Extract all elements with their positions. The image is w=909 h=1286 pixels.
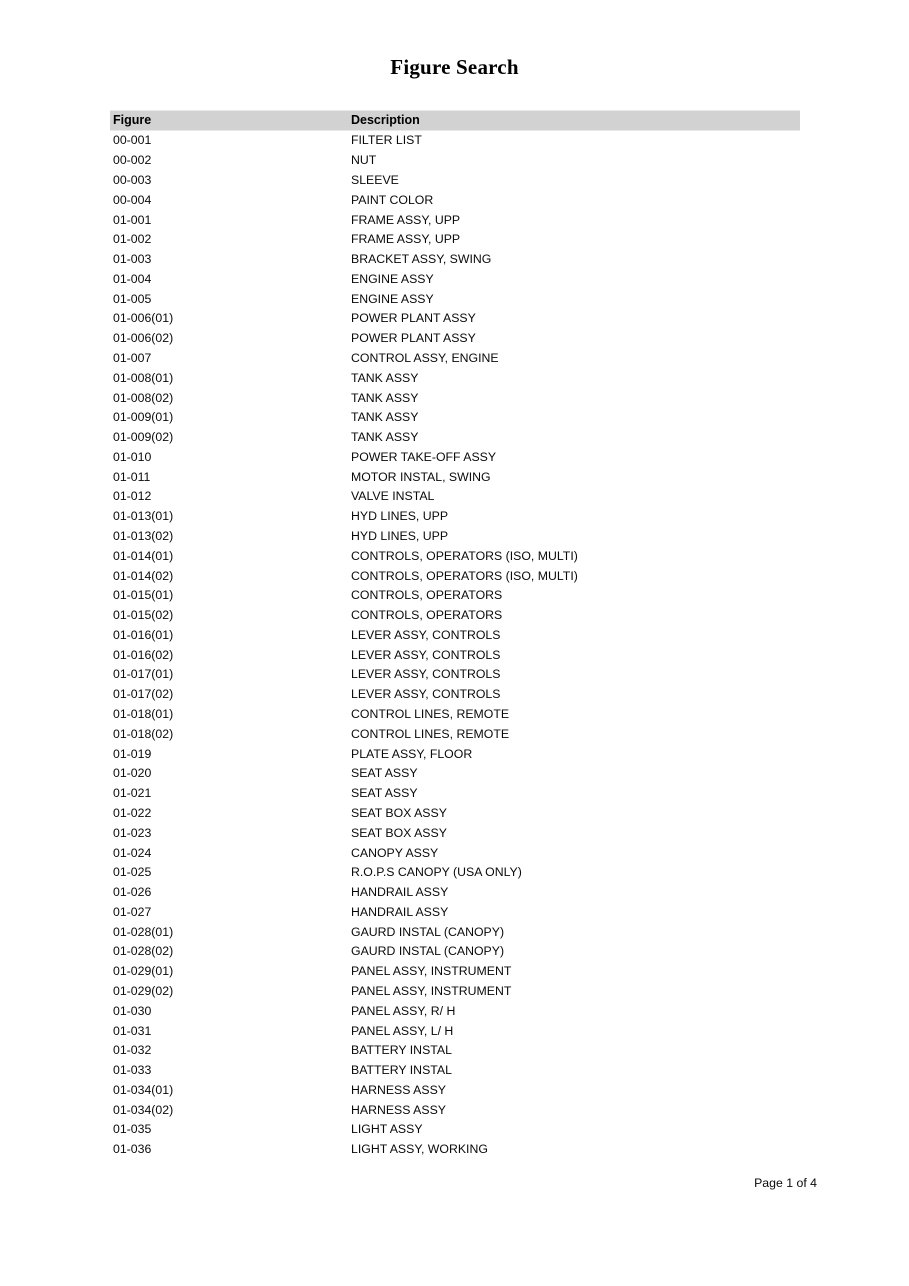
page-number-footer: Page 1 of 4 [754,1176,817,1190]
table-row [110,1120,800,1140]
table-row [110,705,800,725]
table-row [110,645,800,665]
cell-description: CONTROL LINES, REMOTE [351,707,510,722]
table-row [110,962,800,982]
cell-description: LIGHT ASSY [351,1122,423,1137]
table-row [110,151,800,171]
cell-figure: 01-028(02) [113,944,174,959]
cell-description: BRACKET ASSY, SWING [351,252,492,267]
cell-figure: 01-013(02) [113,529,174,544]
cell-description: LEVER ASSY, CONTROLS [351,647,501,662]
table-row [110,467,800,487]
table-row [110,428,800,448]
table-row [110,487,800,507]
cell-figure: 01-022 [113,805,152,820]
cell-figure: 01-013(01) [113,509,174,524]
cell-figure: 01-012 [113,489,152,504]
cell-description: FILTER LIST [351,133,422,148]
cell-figure: 01-021 [113,786,152,801]
cell-description: PANEL ASSY, INSTRUMENT [351,983,512,998]
table-row [110,843,800,863]
cell-figure: 01-006(01) [113,311,174,326]
cell-description: SEAT BOX ASSY [351,825,447,840]
cell-figure: 01-028(01) [113,924,174,939]
cell-figure: 01-032 [113,1043,152,1058]
table-header-row [110,111,800,131]
cell-figure: 01-025 [113,865,152,880]
table-row [110,349,800,369]
cell-figure: 01-002 [113,232,152,247]
cell-description: HYD LINES, UPP [351,509,449,524]
table-row [110,1021,800,1041]
cell-figure: 01-015(02) [113,608,174,623]
cell-figure: 01-018(01) [113,707,174,722]
cell-description: PANEL ASSY, INSTRUMENT [351,964,512,979]
cell-figure: 01-006(02) [113,331,174,346]
cell-description: FRAME ASSY, UPP [351,212,461,227]
table-row [110,171,800,191]
cell-figure: 00-003 [113,172,152,187]
table-row [110,546,800,566]
cell-figure: 01-004 [113,271,152,286]
table-row [110,309,800,329]
cell-figure: 01-005 [113,291,152,306]
cell-figure: 01-029(01) [113,964,174,979]
figure-search-table [110,110,800,1160]
table-row [110,289,800,309]
table-row [110,190,800,210]
cell-figure: 01-016(02) [113,647,174,662]
cell-description: CONTROLS, OPERATORS (ISO, MULTI) [351,548,578,563]
cell-figure: 01-008(01) [113,370,174,385]
cell-figure: 01-031 [113,1023,152,1038]
cell-description: NUT [351,153,377,168]
cell-figure: 01-014(02) [113,568,174,583]
cell-figure: 01-020 [113,766,152,781]
table-row [110,250,800,270]
cell-description: LEVER ASSY, CONTROLS [351,687,501,702]
table-row [110,507,800,527]
cell-figure: 01-027 [113,904,152,919]
table-row [110,606,800,626]
cell-description: HARNESS ASSY [351,1082,446,1097]
cell-description: CONTROL ASSY, ENGINE [351,350,499,365]
table-row [110,685,800,705]
cell-figure: 01-001 [113,212,152,227]
cell-description: GAURD INSTAL (CANOPY) [351,944,505,959]
cell-figure: 01-019 [113,746,152,761]
cell-figure: 00-002 [113,153,152,168]
cell-description: HANDRAIL ASSY [351,885,449,900]
table-row [110,804,800,824]
cell-description: CONTROLS, OPERATORS [351,588,503,603]
cell-description: CONTROLS, OPERATORS [351,608,503,623]
cell-description: PLATE ASSY, FLOOR [351,746,473,761]
cell-description: TANK ASSY [351,390,419,405]
cell-description: MOTOR INSTAL, SWING [351,469,491,484]
table-row [110,388,800,408]
cell-figure: 01-034(01) [113,1082,174,1097]
cell-figure: 01-017(01) [113,667,174,682]
cell-description: BATTERY INSTAL [351,1043,452,1058]
cell-description: SEAT ASSY [351,766,418,781]
table-row [110,784,800,804]
cell-figure: 01-018(02) [113,726,174,741]
cell-description: TANK ASSY [351,430,419,445]
table-row [110,1140,800,1160]
table-row [110,230,800,250]
cell-figure: 01-010 [113,449,152,464]
cell-description: FRAME ASSY, UPP [351,232,461,247]
cell-figure: 01-030 [113,1003,152,1018]
table-row [110,1041,800,1061]
table-row [110,863,800,883]
table-body [110,131,800,1160]
cell-description: LEVER ASSY, CONTROLS [351,627,501,642]
table-row [110,883,800,903]
table-row [110,329,800,349]
cell-description: ENGINE ASSY [351,271,434,286]
cell-figure: 01-009(01) [113,410,174,425]
cell-description: GAURD INSTAL (CANOPY) [351,924,505,939]
cell-description: HANDRAIL ASSY [351,904,449,919]
cell-figure: 01-035 [113,1122,152,1137]
cell-description: SEAT BOX ASSY [351,805,447,820]
table-row [110,1001,800,1021]
table-row [110,566,800,586]
column-header-figure: Figure [110,111,348,131]
table-row [110,764,800,784]
cell-description: VALVE INSTAL [351,489,435,504]
table-row [110,724,800,744]
cell-figure: 01-024 [113,845,152,860]
cell-figure: 01-033 [113,1063,152,1078]
cell-figure: 01-036 [113,1142,152,1157]
cell-description: HYD LINES, UPP [351,529,449,544]
cell-figure: 01-026 [113,885,152,900]
cell-description: CONTROLS, OPERATORS (ISO, MULTI) [351,568,578,583]
table-row [110,626,800,646]
table-header [110,111,800,131]
cell-description: LEVER ASSY, CONTROLS [351,667,501,682]
table-row [110,1081,800,1101]
table-row [110,902,800,922]
cell-figure: 01-015(01) [113,588,174,603]
cell-description: SEAT ASSY [351,786,418,801]
table-row [110,1061,800,1081]
cell-description: CONTROL LINES, REMOTE [351,726,510,741]
table-row [110,1100,800,1120]
table-row [110,922,800,942]
cell-figure: 01-023 [113,825,152,840]
cell-description: R.O.P.S CANOPY (USA ONLY) [351,865,522,880]
cell-figure: 01-014(01) [113,548,174,563]
table-row [110,527,800,547]
cell-description: SLEEVE [351,172,399,187]
page-title: Figure Search [390,55,519,79]
table-row [110,368,800,388]
cell-description: POWER TAKE-OFF ASSY [351,449,497,464]
cell-description: PAINT COLOR [351,192,434,207]
cell-description: POWER PLANT ASSY [351,311,476,326]
table-row [110,942,800,962]
figure-search-table-container [110,110,800,1160]
column-header-description: Description [348,111,800,131]
cell-figure: 01-008(02) [113,390,174,405]
cell-description: TANK ASSY [351,370,419,385]
cell-description: HARNESS ASSY [351,1102,446,1117]
cell-description: CANOPY ASSY [351,845,439,860]
cell-figure: 00-004 [113,192,152,207]
cell-description: POWER PLANT ASSY [351,331,476,346]
table-row [110,448,800,468]
cell-description: BATTERY INSTAL [351,1063,452,1078]
cell-description: LIGHT ASSY, WORKING [351,1142,488,1157]
cell-description: TANK ASSY [351,410,419,425]
table-row [110,269,800,289]
cell-figure: 01-017(02) [113,687,174,702]
cell-figure: 01-011 [113,469,151,484]
cell-figure: 01-003 [113,252,152,267]
table-row [110,665,800,685]
table-row [110,823,800,843]
cell-description: PANEL ASSY, L/ H [351,1023,454,1038]
cell-description: PANEL ASSY, R/ H [351,1003,456,1018]
cell-figure: 01-009(02) [113,430,174,445]
table-row [110,408,800,428]
table-row [110,982,800,1002]
table-row [110,131,800,151]
cell-figure: 01-034(02) [113,1102,174,1117]
cell-figure: 00-001 [113,133,152,148]
cell-description: ENGINE ASSY [351,291,434,306]
table-row [110,744,800,764]
cell-figure: 01-007 [113,350,152,365]
cell-figure: 01-029(02) [113,983,174,998]
table-row [110,210,800,230]
cell-figure: 01-016(01) [113,627,174,642]
table-row [110,586,800,606]
